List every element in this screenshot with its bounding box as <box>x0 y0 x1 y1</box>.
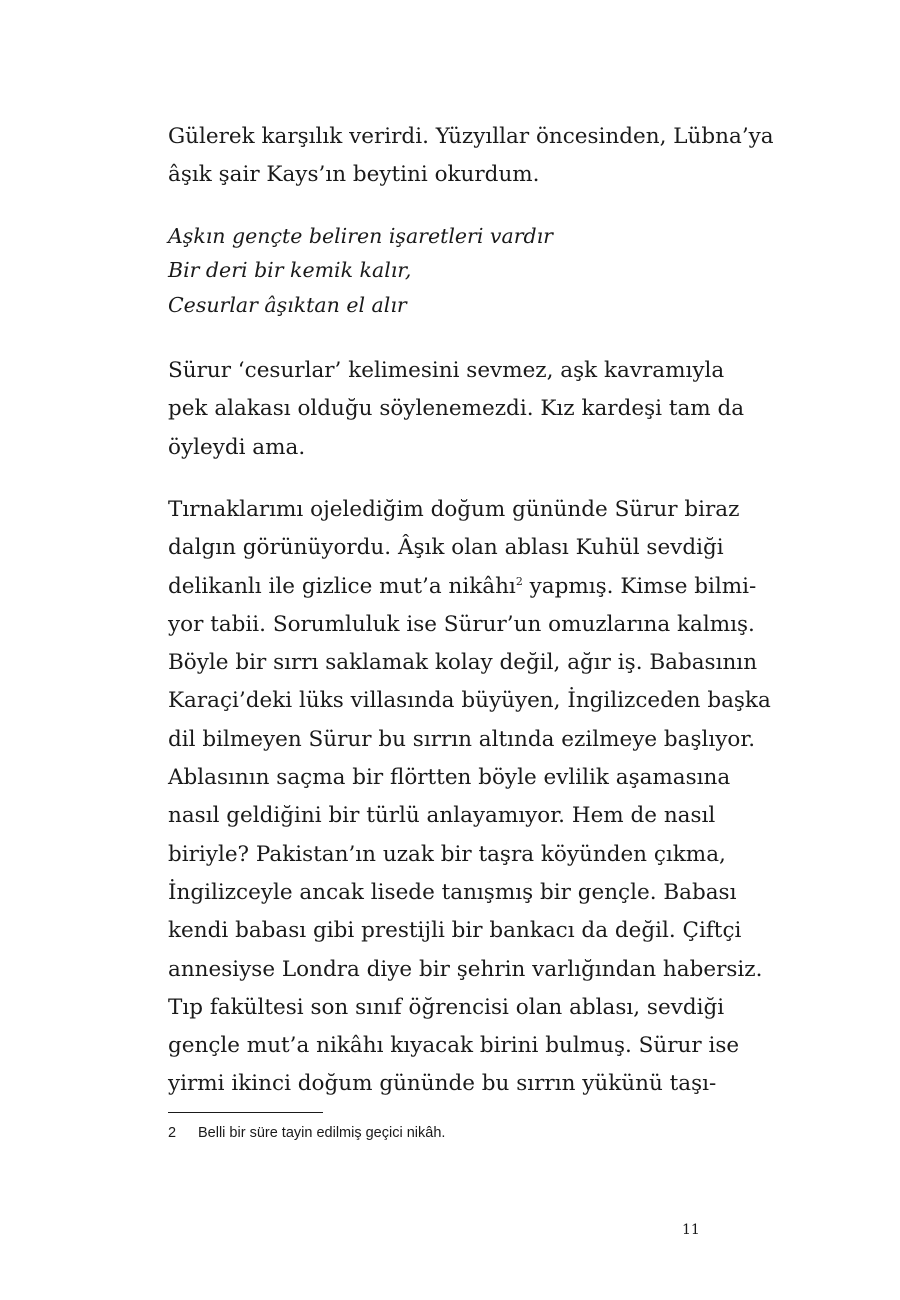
poem-verse <box>168 219 708 323</box>
footnote-divider <box>168 1112 323 1113</box>
poem-line: Cesurlar âşıktan el alır <box>168 292 407 317</box>
footnote-reference[interactable]: 2 <box>515 574 523 588</box>
text-line: annesiyse Londra diye bir şehrin varlığından habersiz. <box>168 956 763 982</box>
text-line: nasıl geldiğini bir türlü anlayamıyor. Hem de nasıl <box>168 803 716 829</box>
text-line: pek alakası olduğu söylenemezdi. Kız kardeşi tam da <box>168 396 745 422</box>
text-line: Gülerek karşılık verirdi. Yüzyıllar öncesinden, Lübna’ya <box>168 124 774 149</box>
paragraph-2 <box>168 352 745 467</box>
text-line: Ablasının saçma bir flörtten böyle evlilik aşamasına <box>168 765 731 791</box>
text-line: kendi babası gibi prestijli bir bankacı da değil. Çiftçi <box>168 918 742 944</box>
text-line: Tırnaklarımı ojelediğim doğum gününde Sürur biraz <box>168 496 740 522</box>
footnote <box>168 1125 445 1141</box>
text-line: İngilizceyle ancak lisede tanışmış bir gençle. Babası <box>168 879 737 905</box>
paragraph-1 <box>168 118 774 195</box>
text-line: yirmi ikinci doğum gününde bu sırrın yükünü taşı- <box>168 1071 717 1097</box>
text-line: Karaçi’deki lüks villasında büyüyen, İngilizceden başka <box>168 688 771 714</box>
text-line: yor tabii. Sorumluluk ise Sürur’un omuzlarına kalmış. <box>168 611 755 637</box>
text-line: Sürur ‘cesurlar’ kelimesini sevmez, aşk kavramıyla <box>168 358 725 384</box>
poem-line: Aşkın gençte beliren işaretleri vardır <box>168 223 553 248</box>
text-line: öyleydi ama. <box>168 434 306 460</box>
text-line-with-footnote-ref <box>168 568 757 606</box>
text-line: biriyle? Pakistan’ın uzak bir taşra köyünden çıkma, <box>168 841 726 867</box>
text-line: Böyle bir sırrı saklamak kolay değil, ağır iş. Babasının <box>168 650 758 676</box>
page-body <box>168 118 774 1104</box>
text-line: dil bilmeyen Sürur bu sırrın altında ezilmeye başlıyor. <box>168 726 756 752</box>
paragraph-3 <box>168 491 771 1104</box>
footnote-text: Belli bir süre tayin edilmiş geçici nikâh. <box>198 1125 446 1141</box>
text-line: Tıp fakültesi son sınıf öğrencisi olan ablası, sevdiği <box>168 994 725 1020</box>
text-line: âşık şair Kays’ın beytini okurdum. <box>168 162 540 188</box>
text-line: gençle mut’a nikâhı kıyacak birini bulmuş. Sürur ise <box>168 1033 740 1059</box>
text-fragment: delikanlı ile gizlice mut’a nikâhı <box>168 573 516 599</box>
poem-line: Bir deri bir kemik kalır, <box>168 258 412 283</box>
footnote-number: 2 <box>168 1125 177 1141</box>
text-line: dalgın görünüyordu. Âşık olan ablası Kuhül sevdiği <box>168 535 724 561</box>
page-number: 11 <box>682 1222 700 1238</box>
text-fragment: yapmış. Kimse bilmi- <box>522 573 757 599</box>
